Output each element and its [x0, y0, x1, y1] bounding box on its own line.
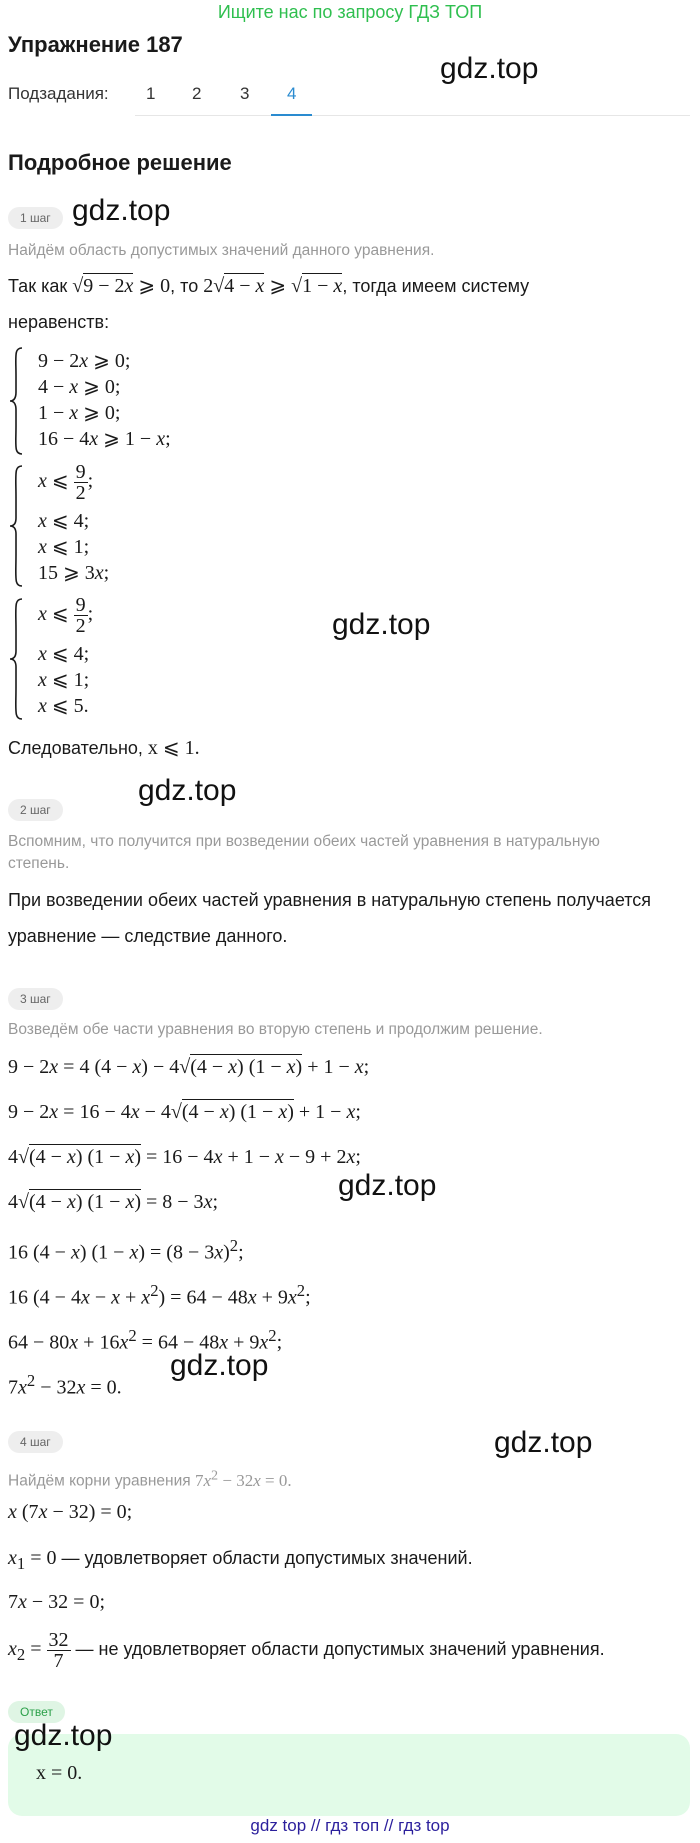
step-badge-2: 2 шаг — [8, 799, 63, 821]
watermark: gdz.top — [332, 608, 431, 641]
step-2-text-line-2: уравнение — следствие данного. — [8, 926, 288, 946]
math-conclusion: x ⩽ 1. — [147, 737, 200, 759]
watermark: gdz.top — [170, 1349, 269, 1382]
math-root-2: $x_2$ = $\frac{32}{7}$ — [8, 1629, 69, 1672]
text-fragment: Так как — [8, 276, 68, 296]
system-1-line-2: 4 − x ⩾ 0; — [38, 376, 121, 398]
root-1-note: — удовлетворяет области допустимых значений. — [61, 1548, 473, 1568]
page-title: Упражнение 187 — [8, 32, 183, 57]
watermark: gdz.top — [14, 1719, 113, 1752]
answer-value: x = 0. — [36, 1762, 83, 1784]
step-2-hint: Вспомним, что получится при возведении обеих частей уравнения в натуральную степень. — [8, 833, 600, 872]
step-3-eq-7: $64 - 80x + 16x^2 = 64 - 48x + 9x^2$; — [8, 1326, 283, 1354]
active-tab-indicator — [271, 114, 312, 116]
step-3-eq-4: 4√(4 − x) (1 − x) = 8 − 3x; — [8, 1191, 219, 1213]
system-3-line-3: x ⩽ 1; — [38, 669, 90, 691]
step-4-eq-1: x (7x − 32) = 0; — [8, 1501, 133, 1523]
step-3-eq-1: 9 − 2x = 4 (4 − x) − 4√(4 − x) (1 − x) + 1 − x; — [8, 1056, 370, 1078]
root-2-note: — не удовлетворяет области допустимых значений уравнения. — [75, 1639, 605, 1660]
watermark: gdz.top — [138, 774, 237, 807]
system-1-line-3: 1 − x ⩾ 0; — [38, 402, 121, 424]
step-3-hint: Возведём обе части уравнения во вторую степень и продолжим решение. — [8, 1021, 543, 1038]
subtasks-label: Подзадания: — [8, 84, 109, 103]
step-4-eq-3: 7x − 32 = 0; — [8, 1591, 106, 1613]
system-brace — [8, 464, 26, 588]
math-root-1: $x_1 = 0$ — [8, 1547, 57, 1573]
math-sqrt-condition: √9 − 2x ⩾ 0 — [72, 275, 171, 297]
tab-subtask-3[interactable]: 3 — [240, 84, 250, 103]
system-2-line-3: x ⩽ 1; — [38, 536, 90, 558]
step-1-hint: Найдём область допустимых значений данного уравнения. — [8, 242, 435, 259]
section-title: Подробное решение — [8, 150, 232, 175]
system-brace — [8, 346, 26, 456]
system-3-line-2: x ⩽ 4; — [38, 643, 90, 665]
step-3-eq-8: $7x^2 - 32x = 0$. — [8, 1371, 122, 1399]
watermark: gdz.top — [72, 194, 171, 227]
footer-links[interactable]: gdz top // гдз топ // гдз top — [250, 1816, 450, 1835]
watermark: gdz.top — [338, 1169, 437, 1202]
system-2-line-2: x ⩽ 4; — [38, 510, 90, 532]
system-1-line-1: 9 − 2x ⩾ 0; — [38, 350, 131, 372]
tab-subtask-1[interactable]: 1 — [146, 84, 156, 103]
text-fragment: Следовательно, — [8, 738, 143, 758]
step-1-text-line-1 — [8, 274, 529, 298]
tab-subtask-2[interactable]: 2 — [192, 84, 202, 103]
watermark: gdz.top — [494, 1426, 593, 1459]
watermark: gdz.top — [440, 52, 539, 85]
step-3-eq-6: 16 $(4 - 4x - x + x^2) = 64 - 48x + 9x^2$; — [8, 1281, 311, 1309]
answer-badge: Ответ — [8, 1701, 65, 1723]
step-badge-1: 1 шаг — [8, 207, 63, 229]
tab-subtask-4[interactable]: 4 — [287, 84, 297, 103]
system-1-line-4: 16 − 4x ⩾ 1 − x; — [38, 428, 171, 450]
step-1-text-line-2: неравенств: — [8, 312, 110, 332]
step-2-text-line-1: При возведении обеих частей уравнения в натуральную степень получается — [8, 890, 652, 910]
step-3-eq-5: 16 (4 − x) $(1 - x) = (8 - 3x)^2$; — [8, 1236, 244, 1264]
step-3-eq-2: 9 − 2x = 16 − 4x − 4√(4 − x) (1 − x) + 1 − x; — [8, 1101, 361, 1123]
hint-math: $7x^2 - 32x = 0$. — [194, 1467, 292, 1490]
text-fragment: , то — [170, 276, 199, 296]
step-4-line-4 — [8, 1630, 605, 1671]
step-3-eq-3: 4√(4 − x) (1 − x) = 16 − 4x + 1 − x − 9 + 2x; — [8, 1146, 361, 1168]
system-brace — [8, 597, 26, 721]
step-4-hint — [8, 1464, 292, 1493]
system-3-line-1: x ⩽ $\frac{9}{2}$ ; — [38, 594, 94, 637]
step-4-line-2 — [8, 1546, 473, 1576]
step-1-conclusion — [8, 736, 200, 760]
system-2-line-1: x ⩽ $\frac{9}{2}$ ; — [38, 461, 94, 504]
text-fragment: , тогда имеем систему — [342, 276, 530, 296]
tabs-divider — [135, 115, 690, 116]
system-3-line-4: x ⩽ 5. — [38, 695, 89, 717]
search-banner: Ищите нас по запросу ГДЗ ТОП — [217, 2, 483, 22]
math-sqrt-inequality: 2√4 − x ⩾ √1 − x — [203, 275, 343, 297]
system-2-line-4: 15 ⩾ 3x; — [38, 562, 110, 584]
hint-text: Найдём корни уравнения — [8, 1472, 191, 1490]
step-badge-3: 3 шаг — [8, 988, 63, 1010]
step-badge-4: 4 шаг — [8, 1431, 63, 1453]
